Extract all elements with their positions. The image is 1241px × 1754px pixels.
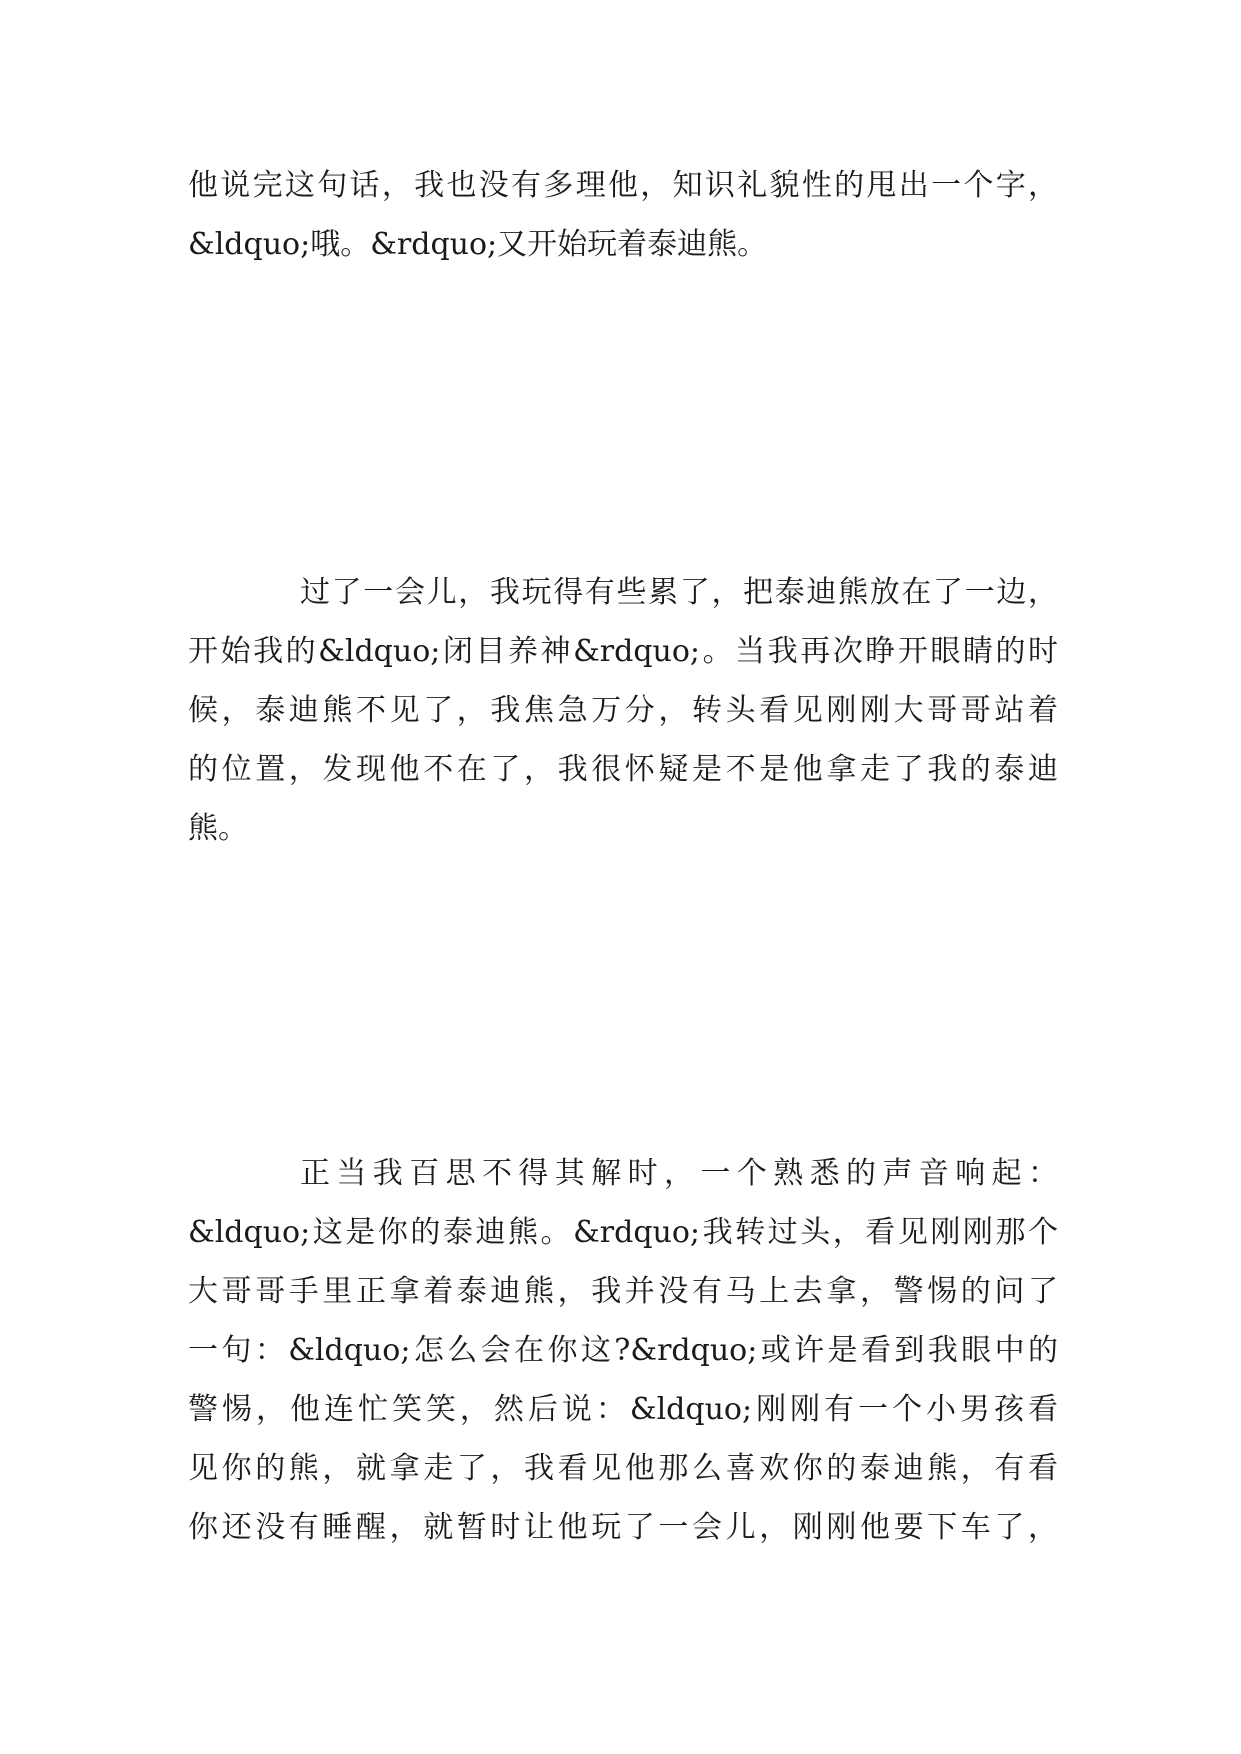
text-line: 你还没有睡醒，就暂时让他玩了一会儿，刚刚他要下车了， (188, 1510, 1058, 1545)
text-line: 开始我的&ldquo;闭目养神&rdquo;。当我再次睁开眼睛的时 (188, 634, 1058, 669)
paragraph-1 (188, 156, 1058, 274)
text-line: 一句：&ldquo;怎么会在你这?&rdquo;或许是看到我眼中的 (188, 1333, 1058, 1368)
text-line: 见你的熊，就拿走了，我看见他那么喜欢你的泰迪熊，有看 (188, 1451, 1058, 1486)
text-line: &ldquo;哦。&rdquo;又开始玩着泰迪熊。 (188, 227, 768, 262)
text-line: 的位置，发现他不在了，我很怀疑是不是他拿走了我的泰迪 (188, 752, 1058, 787)
text-line: 熊。 (188, 811, 248, 846)
text-line: 候，泰迪熊不见了，我焦急万分，转头看见刚刚大哥哥站着 (188, 693, 1058, 728)
text-line: &ldquo;这是你的泰迪熊。&rdquo;我转过头，看见刚刚那个 (188, 1215, 1058, 1250)
text-line: 大哥哥手里正拿着泰迪熊，我并没有马上去拿，警惕的问了 (188, 1274, 1058, 1309)
text-line: 他说完这句话，我也没有多理他，知识礼貌性的甩出一个字， (188, 168, 1058, 203)
paragraph-3 (188, 1144, 1058, 1557)
text-line: 警惕，他连忙笑笑，然后说：&ldquo;刚刚有一个小男孩看 (188, 1392, 1058, 1427)
paragraph-2 (188, 563, 1058, 858)
text-line: 过了一会儿，我玩得有些累了，把泰迪熊放在了一边， (300, 575, 1058, 610)
text-line: 正当我百思不得其解时，一个熟悉的声音响起： (300, 1156, 1058, 1191)
